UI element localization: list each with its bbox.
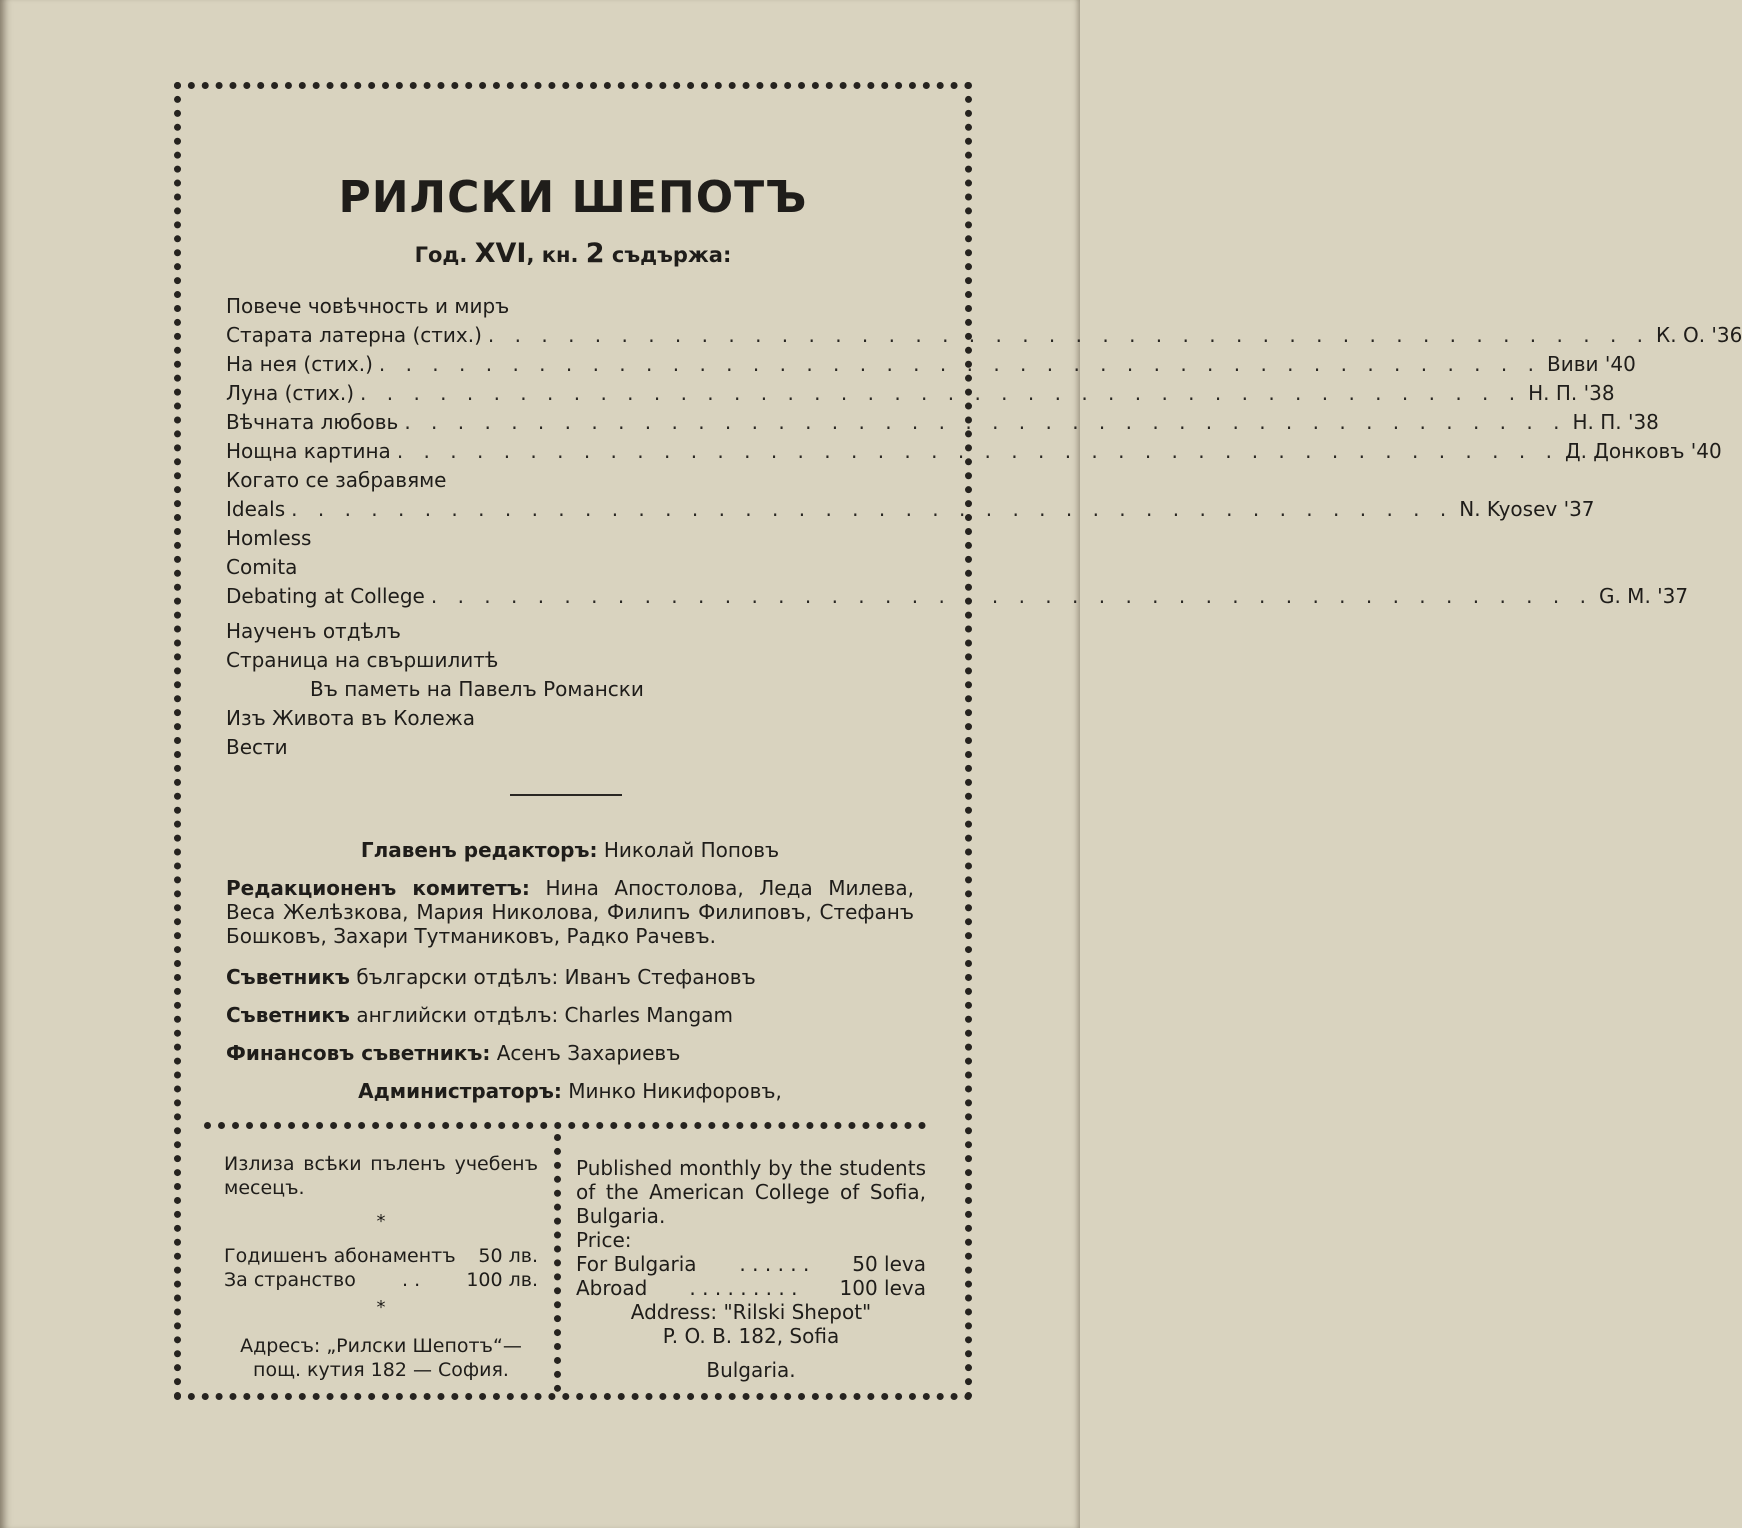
toc-entry <box>226 381 1615 410</box>
address-line-1-bg: Адресъ: „Рилски Шепотъ“— <box>240 1335 522 1357</box>
abroad-price-en: 100 leva <box>839 1276 926 1300</box>
toc-leader-dots: . . . . . . . . . . . . . . . . . . . . . . . . . . . . . . . . . . . . . . . . . . . . <box>430 584 1593 608</box>
adviser-bg-label: Съветникъ <box>226 965 350 989</box>
dotted-horizontal-divider <box>204 1122 926 1129</box>
adviser-en-name: Charles Mangam <box>564 1003 733 1027</box>
abroad-price-bg: 100 лв. <box>466 1269 538 1291</box>
subtitle-suffix: съдържа: <box>611 243 732 267</box>
price-label: Price: <box>576 1228 632 1252</box>
toc-entry <box>226 294 914 323</box>
toc-entry-title: Когато се забравяме <box>226 468 447 492</box>
toc-entry-title: Ideals <box>226 497 286 521</box>
table-of-contents <box>226 294 1742 764</box>
toc-entry-title: Въ паметь на Павелъ Романски <box>310 677 644 701</box>
adviser-english <box>226 1003 914 1027</box>
adviser-bg-dept: български отдѣлъ: <box>356 965 559 989</box>
toc-entry-title: Debating at College <box>226 584 425 608</box>
toc-entry-title: Вѣчната любовь <box>226 410 399 434</box>
adviser-bg-name: Иванъ Стефановъ <box>564 965 756 989</box>
toc-entry <box>226 555 914 584</box>
abroad-dots-bg: . . <box>402 1269 421 1291</box>
subscription-info-english <box>576 1156 926 1382</box>
toc-leader-dots: . . . . . . . . . . . . . . . . . . . . . . . . . . . . . . . . . . . . . . . . . . . . <box>291 497 1454 521</box>
address-line-1-en: Address: "Rilski Shepot" <box>630 1300 872 1324</box>
toc-leader-dots: . . . . . . . . . . . . . . . . . . . . . . . . . . . . . . . . . . . . . . . . . . . . <box>487 323 1651 347</box>
abroad-label-en: Abroad <box>576 1276 648 1300</box>
toc-entry-author: G. M. '37 <box>1598 584 1689 608</box>
abroad-label-bg: За странство <box>224 1269 356 1291</box>
section-divider <box>510 794 622 796</box>
published-text: Published monthly by the students of the American College of Sofia, Bulgaria. <box>576 1156 926 1228</box>
committee-label: Редакционенъ комитетъ: <box>226 876 530 900</box>
toc-entry-author: Н. П. '38 <box>1528 381 1615 405</box>
toc-entry <box>226 497 1595 526</box>
adviser-en-label: Съветникъ <box>226 1003 350 1027</box>
address-line-3-en: Bulgaria. <box>706 1358 796 1382</box>
bulgaria-price-row <box>576 1252 926 1276</box>
toc-entry <box>226 677 914 706</box>
toc-entry <box>226 352 1636 381</box>
toc-entry-author: Д. Донковъ '40 <box>1564 439 1722 463</box>
toc-entry <box>226 468 914 497</box>
address-line-2-bg: пощ. кутия 182 — София. <box>253 1359 509 1381</box>
abroad-dots-en: . . . . . . . . . <box>689 1276 798 1300</box>
admin-label: Администраторъ: <box>358 1079 562 1103</box>
issue-prefix: , кн. <box>526 243 579 267</box>
toc-entry <box>226 706 914 735</box>
administrator <box>226 1079 914 1103</box>
issue-number: 2 <box>585 238 605 269</box>
star-separator-1: * <box>376 1211 386 1232</box>
toc-entry-title: Изъ Живота въ Колежа <box>226 706 475 730</box>
annual-label: Годишенъ абонаментъ <box>224 1245 456 1267</box>
editor-label: Главенъ редакторъ: <box>360 838 598 862</box>
bulgaria-dots: . . . . . . <box>739 1252 810 1276</box>
toc-entry-title: Повече човѣчность и миръ <box>226 294 510 318</box>
toc-entry-title: Страница на свършилитѣ <box>226 648 499 672</box>
bulgaria-label: For Bulgaria <box>576 1252 697 1276</box>
toc-entry-title: Луна (стих.) <box>226 381 355 405</box>
toc-entry-title: Homless <box>226 526 312 550</box>
toc-entry-author: N. Kyosev '37 <box>1459 497 1595 521</box>
toc-entry-title: Наученъ отдѣлъ <box>226 619 401 643</box>
abroad-price-row-bg <box>224 1268 538 1292</box>
issue-subtitle <box>174 238 972 269</box>
finance-name: Асенъ Захариевъ <box>496 1041 681 1065</box>
toc-leader-dots: . . . . . . . . . . . . . . . . . . . . . . . . . . . . . . . . . . . . . . . . . . . . <box>404 410 1567 434</box>
subscription-info-bulgarian <box>224 1152 538 1382</box>
toc-entry-author: Виви '40 <box>1546 352 1636 376</box>
toc-leader-dots: . . . . . . . . . . . . . . . . . . . . . . . . . . . . . . . . . . . . . . . . . . . . <box>378 352 1541 376</box>
dotted-vertical-divider <box>554 1134 561 1392</box>
bulgaria-price: 50 leva <box>852 1252 926 1276</box>
adviser-en-dept: английски отдѣлъ: <box>356 1003 559 1027</box>
toc-entry <box>226 410 1659 439</box>
committee-names: Нина Апостолова, Леда Милева, Веса Желѣзкова, Мария Николова, Филипъ Филиповъ, Стефанъ Бошковъ, Захари Тутманиковъ, Радко Рачевъ. <box>226 876 915 948</box>
finance-label: Финансовъ съветникъ: <box>226 1041 491 1065</box>
toc-entry-title: Вести <box>226 735 288 759</box>
toc-entry-title: Нощна картина <box>226 439 391 463</box>
editor-in-chief <box>226 838 914 862</box>
toc-entry <box>226 735 914 764</box>
frequency-text: Излиза всѣки пъленъ учебенъ месецъ. <box>224 1153 538 1199</box>
star-separator-2: * <box>376 1297 386 1318</box>
subtitle-prefix: Год. <box>414 243 468 267</box>
volume-number: XVI <box>474 238 527 269</box>
toc-leader-dots: . . . . . . . . . . . . . . . . . . . . . . . . . . . . . . . . . . . . . . . . . . . . <box>360 381 1523 405</box>
toc-entry-title: На нея (стих.) <box>226 352 373 376</box>
abroad-price-row-en <box>576 1276 926 1300</box>
toc-entry-title: Comita <box>226 555 298 579</box>
toc-entry <box>226 323 1742 352</box>
finance-adviser <box>226 1041 914 1065</box>
annual-price: 50 лв. <box>478 1245 538 1267</box>
address-line-2-en: P. O. B. 182, Sofia <box>662 1324 840 1348</box>
toc-entry <box>226 648 914 677</box>
editor-name: Николай Поповъ <box>603 838 780 862</box>
toc-entry <box>226 526 914 555</box>
toc-entry <box>226 619 914 648</box>
toc-entry <box>226 439 1722 468</box>
toc-leader-dots: . . . . . . . . . . . . . . . . . . . . . . . . . . . . . . . . . . . . . . . . . . . . <box>396 439 1559 463</box>
toc-entry <box>226 584 1689 613</box>
toc-entry-author: Н. П. '38 <box>1572 410 1659 434</box>
admin-name: Минко Никифоровъ, <box>568 1079 782 1103</box>
toc-entry-title: Старата латерна (стих.) <box>226 323 482 347</box>
adviser-bulgarian <box>226 965 914 989</box>
editorial-committee <box>226 876 914 948</box>
magazine-title: РИЛСКИ ШЕПОТЪ <box>338 172 808 223</box>
annual-price-row <box>224 1244 538 1268</box>
toc-entry-author: К. О. '36 <box>1656 323 1742 347</box>
